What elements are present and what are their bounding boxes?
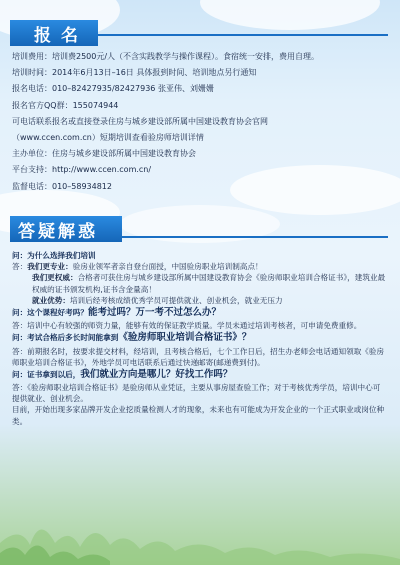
register-row-qq: 报名官方QQ群：155074944: [12, 100, 119, 110]
grass-decoration: [0, 505, 400, 565]
register-row-website-link[interactable]: （www.ccen.com.cn）短期培训查看验房师培训详情: [12, 132, 204, 142]
faq-content: [12, 250, 386, 427]
faq-item: [12, 331, 386, 368]
faq-question: 问：考试合格后多长时间能拿到《验房师职业培训合格证书》？: [12, 332, 252, 344]
register-row-fee: 培训费用：培训费2500元/人（不含实践教学与操作课程）。食宿统一安排，费用自理。: [12, 52, 320, 61]
faq-question: 问：为什么选择我们培训: [12, 251, 96, 260]
register-row-website-note: 可电话联系报名或直接登录住房与城乡建设部所属中国建设教育协会官网: [12, 116, 268, 126]
faq-answer: 答：我们更专业：验房业领军者亲自登台面授，中国验房职业培训制高点！: [12, 262, 263, 272]
faq-item: [12, 250, 386, 306]
register-info: [12, 52, 388, 198]
faq-answer: 就业优势：培训后经考核成绩优秀学员可提供就业、创业机会，就业无压力: [32, 295, 283, 305]
register-title: 报名: [10, 20, 98, 46]
faq-extra: 目前，开始出现多家品牌开发企业挖质量检测人才的现象，未来也有可能成为开发企业的一个正式职业或岗位种类。: [12, 405, 385, 426]
faq-banner: [0, 212, 400, 246]
register-row-phone: 报名电话：010–82427935/82427936 张亚伟、刘姗姗: [12, 84, 214, 94]
faq-answer: 答：培训中心有较强的师资力量，能够有效的保证教学质量。学员未通过培训考核者，可申请免费重修。: [12, 321, 362, 331]
faq-answer: 答：前期报名时，按要求提交材料，经培训，且考核合格后，七个工作日后，招生办老师会电话通知领取《验房师职业培训合格证书》，外地学员可电话联系后通过快递邮寄(邮递费到付)。: [12, 346, 385, 367]
faq-item: [12, 306, 386, 331]
faq-question: 问：这个课程好考吗？能考过吗？万一考不过怎么办？: [12, 307, 221, 319]
register-row-time: 培训时间：2014年6月13日–16日 具体报到时间、培训地点另行通知: [12, 68, 257, 78]
faq-answer: 答：《验房师职业培训合格证书》是验房师从业凭证，主要从事房屋查验工作；对于考核优秀学员，培训中心可提供就业、创业机会。: [12, 383, 381, 404]
register-row-organizer: 主办单位：住房与城乡建设部所属中国建设教育协会: [12, 149, 196, 159]
faq-question: 问：证书拿到以后，我们就业方向是哪儿？好找工作吗？: [12, 368, 233, 380]
register-banner: [0, 0, 400, 48]
register-row-platform[interactable]: 平台支持：http://www.ccen.com.cn/: [12, 165, 152, 175]
faq-title: 答疑解惑: [10, 216, 122, 242]
register-row-supervision: 监督电话：010–58934812: [12, 181, 112, 191]
faq-answer: 我们更权威：合格者可获住房与城乡建设部所属中国建设教育协会《验房师职业培训合格证书》，建筑业最权威的证书颁发机构,证书含金量高！: [32, 273, 386, 294]
faq-item: [12, 368, 386, 427]
